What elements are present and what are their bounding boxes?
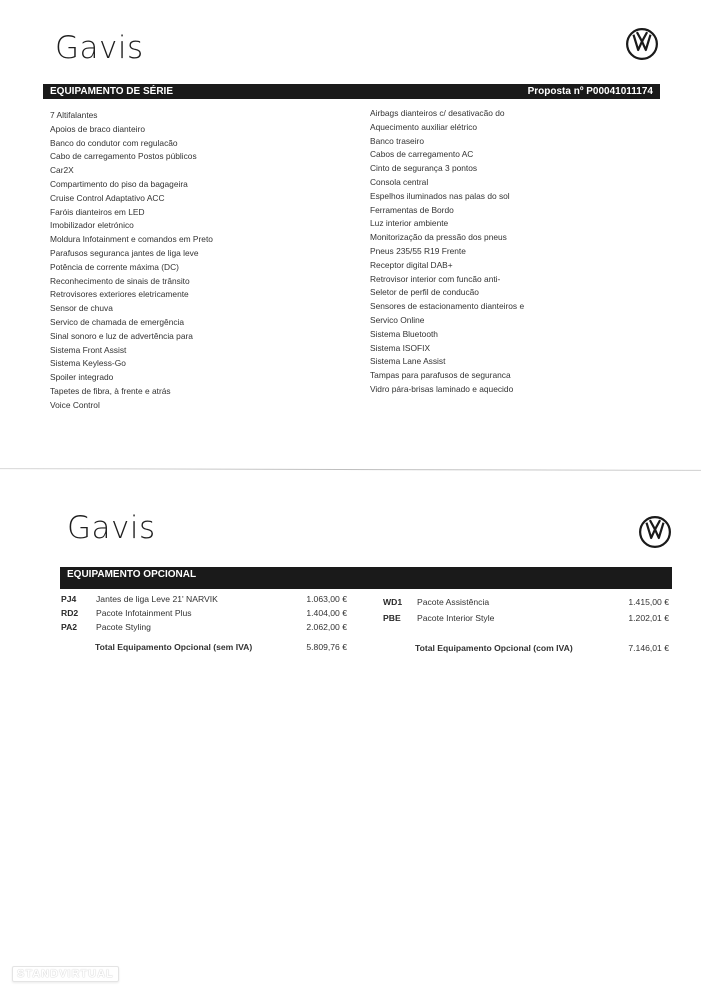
total-value: 7.146,01 €	[628, 643, 669, 653]
list-item: Cruise Control Adaptativo ACC	[50, 192, 165, 203]
list-item: Cabos de carregamento AC	[370, 149, 474, 160]
list-item: Voice Control	[50, 399, 100, 410]
option-row	[383, 595, 669, 611]
section-header-optional-equipment	[60, 567, 672, 589]
list-item: Sistema Front Assist	[50, 344, 127, 355]
list-item: Sistema ISOFIX	[370, 342, 431, 353]
option-row	[61, 592, 347, 606]
optional-equipment-left-table	[61, 592, 347, 654]
section-header-standard-equipment	[43, 84, 660, 99]
list-item: Sistema Bluetooth	[370, 328, 438, 339]
list-item: Cinto de segurança 3 pontos	[370, 163, 478, 174]
list-item: Banco do condutor com regulacão	[50, 137, 178, 148]
option-code: RD2	[61, 608, 79, 618]
option-price: 1.404,00 €	[306, 608, 347, 618]
total-row	[61, 640, 347, 654]
option-description: Jantes de liga Leve 21' NARVIK	[96, 594, 218, 604]
list-item: Servico Online	[370, 314, 425, 325]
list-item: Moldura Infotainment e comandos em Preto	[50, 234, 213, 245]
option-code: PJ4	[61, 594, 77, 604]
brand-title: Gavis	[55, 30, 144, 66]
option-price: 2.062,00 €	[306, 622, 347, 632]
list-item: Airbags dianteiros c/ desativacão do	[370, 108, 505, 118]
list-item: Luz interior ambiente	[370, 218, 449, 229]
list-item: Pneus 235/55 R19 Frente	[370, 245, 466, 256]
page-separator	[0, 468, 701, 471]
option-code: PBE	[383, 613, 401, 623]
total-value: 5.809,76 €	[306, 642, 347, 652]
option-description: Pacote Styling	[96, 622, 151, 632]
list-item: Sensor de chuva	[50, 303, 113, 314]
option-description: Pacote Assistência	[417, 597, 490, 607]
list-item: Parafusos seguranca jantes de liga leve	[50, 247, 199, 258]
proposal-number: Proposta nº P00041011174	[527, 86, 653, 97]
list-item: Faróis dianteiros em LED	[50, 206, 145, 217]
option-price: 1.415,00 €	[628, 597, 669, 607]
list-item: Seletor de perfil de conducão	[370, 287, 479, 298]
list-item: 7 Altifalantes	[50, 110, 98, 120]
section-title: EQUIPAMENTO DE SÉRIE	[50, 86, 173, 97]
option-price: 1.202,01 €	[628, 613, 669, 623]
list-item: Car2X	[50, 165, 74, 176]
list-item: Retrovisor interior com funcão anti-	[370, 273, 501, 284]
vw-logo-icon	[638, 515, 672, 549]
list-item: Cabo de carregamento Postos públicos	[50, 151, 197, 162]
list-item: Sensores de estacionamento dianteiros e	[370, 301, 525, 312]
list-item: Consola central	[370, 176, 429, 187]
option-description: Pacote Infotainment Plus	[96, 608, 192, 618]
option-row	[383, 611, 669, 625]
list-item: Spoiler integrado	[50, 372, 114, 383]
list-item: Vidro pára-brisas laminado e aquecido	[370, 383, 514, 394]
list-item: Monitorização da pressão dos pneus	[370, 232, 507, 243]
list-item: Tapetes de fibra, à frente e atrás	[50, 385, 171, 396]
list-item: Sistema Keyless-Go	[50, 358, 126, 369]
total-label: Total Equipamento Opcional (sem IVA)	[95, 642, 253, 652]
list-item: Potência de corrente máxima (DC)	[50, 261, 179, 272]
list-item: Ferramentas de Bordo	[370, 204, 454, 215]
brand-title: Gavis	[67, 510, 156, 546]
list-item: Tampas para parafusos de seguranca	[370, 370, 511, 381]
list-item: Reconhecimento de sinais de trânsito	[50, 275, 190, 286]
optional-equipment-right-table	[383, 595, 669, 655]
option-code: WD1	[383, 597, 403, 607]
list-item: Receptor digital DAB+	[370, 259, 453, 270]
watermark-logo: STANDVIRTUAL	[12, 966, 119, 982]
standard-equipment-left-list	[50, 109, 213, 413]
list-item: Sinal sonoro e luz de advertência para	[50, 330, 193, 341]
list-item: Sistema Lane Assist	[370, 356, 446, 367]
list-item: Apoios de braco dianteiro	[50, 123, 145, 134]
option-row	[61, 620, 347, 634]
list-item: Banco traseiro	[370, 135, 424, 146]
standard-equipment-right-list	[370, 107, 524, 397]
total-label: Total Equipamento Opcional (com IVA)	[415, 643, 573, 653]
vw-logo-icon	[625, 27, 659, 61]
option-row	[61, 606, 347, 620]
list-item: Compartimento do piso da bagageira	[50, 178, 188, 189]
list-item: Espelhos iluminados nas palas do sol	[370, 190, 510, 201]
option-description: Pacote Interior Style	[417, 613, 495, 623]
option-price: 1.063,00 €	[306, 594, 347, 604]
total-row	[383, 641, 669, 655]
list-item: Aquecimento auxiliar elétrico	[370, 121, 478, 132]
list-item: Imobilizador eletrónico	[50, 220, 134, 231]
list-item: Retrovisores exteriores eletricamente	[50, 289, 189, 300]
section-title: EQUIPAMENTO OPCIONAL	[67, 569, 197, 580]
option-code: PA2	[61, 622, 78, 632]
list-item: Servico de chamada de emergência	[50, 316, 185, 327]
